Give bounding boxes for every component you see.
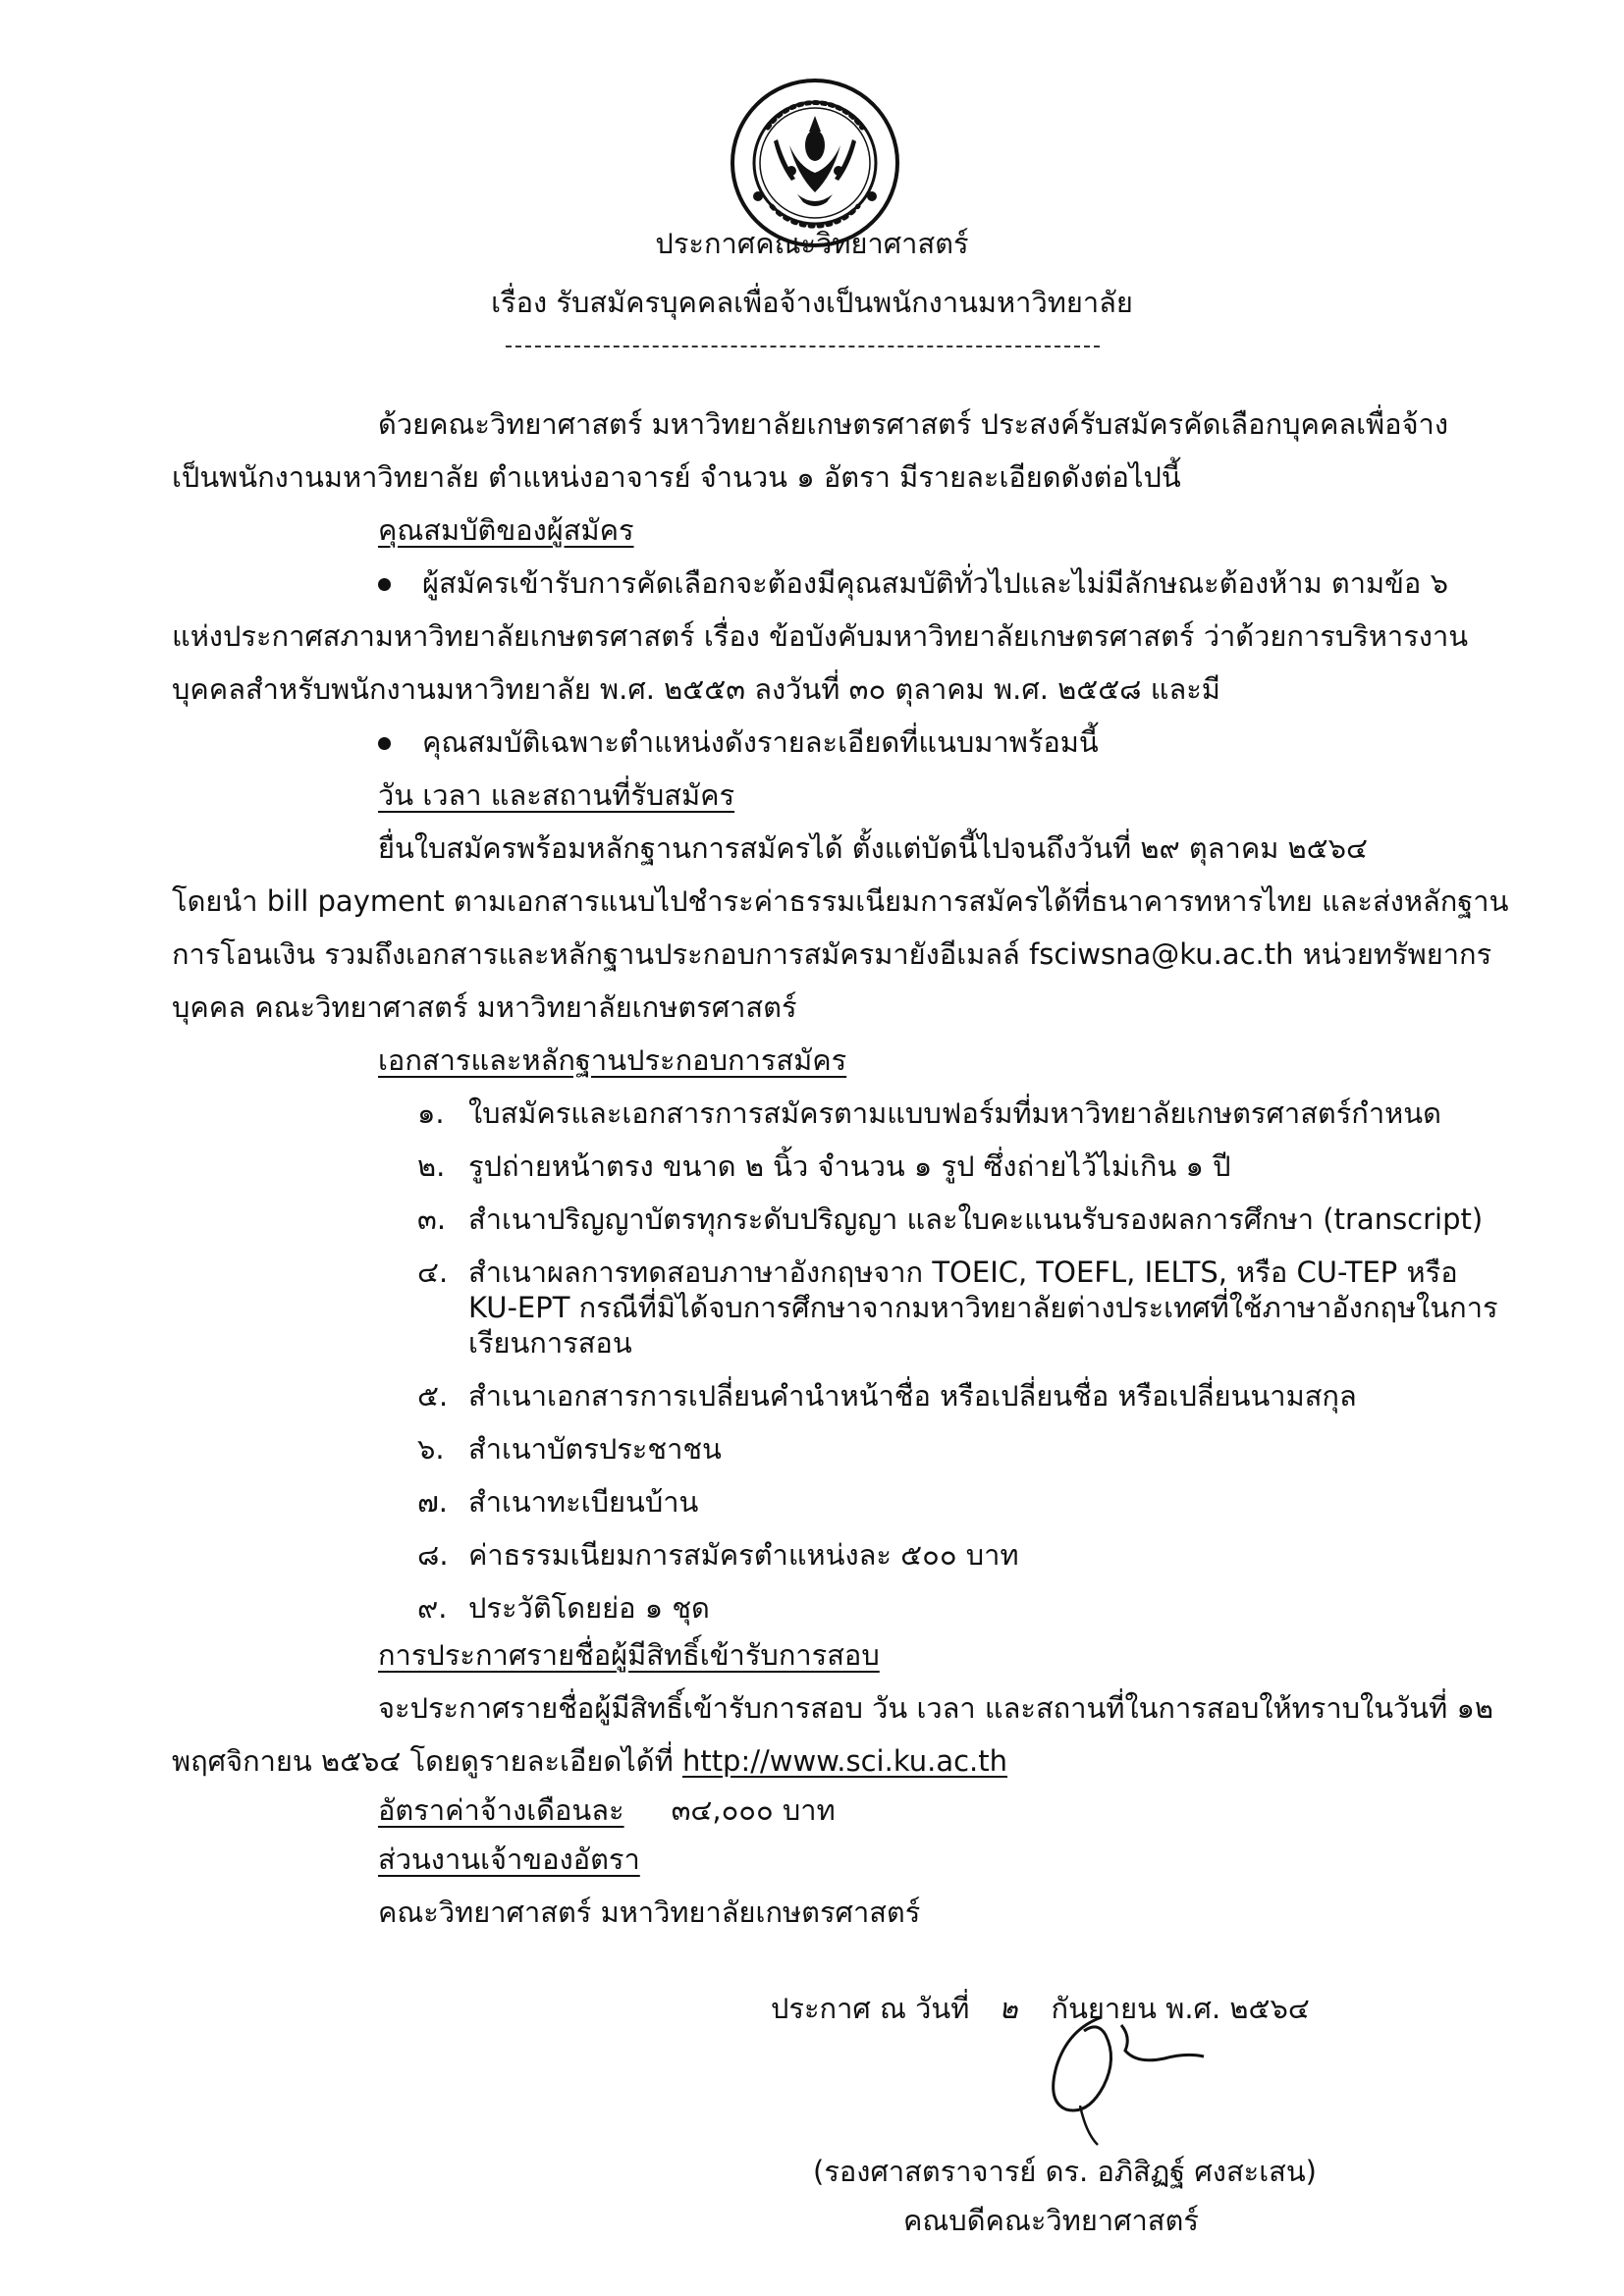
salary-row bbox=[378, 1789, 836, 1832]
document-item: สำเนาบัตรประชาชน bbox=[468, 1432, 722, 1466]
document-item: รูปถ่ายหน้าตรง ขนาด ๒ นิ้ว จำนวน ๑ รูป ซึ่งถ่ายไว้ไม่เกิน ๑ ปี bbox=[468, 1149, 1231, 1183]
document-item-number: ๑. bbox=[417, 1096, 445, 1130]
document-item: ใบสมัครและเอกสารการสมัครตามแบบฟอร์มที่มหาวิทยาลัยเกษตรศาสตร์กำหนด bbox=[468, 1096, 1441, 1130]
document-item: ประวัติโดยย่อ ๑ ชุด bbox=[468, 1591, 710, 1625]
website-link[interactable]: http://www.sci.ku.ac.th bbox=[681, 1744, 1008, 1778]
document-item-number: ๘. bbox=[417, 1538, 449, 1572]
salary-value: ๓๔,๐๐๐ บาท bbox=[671, 1793, 836, 1827]
signatory-position: คณบดีคณะวิทยาศาสตร์ bbox=[903, 2204, 1199, 2237]
intro-line-2: เป็นพนักงานมหาวิทยาลัย ตำแหน่งอาจารย์ จำนวน ๑ อัตรา มีรายละเอียดดังต่อไปนี้ bbox=[172, 460, 1181, 494]
qualification-1-line-2: แห่งประกาศสภามหาวิทยาลัยเกษตรศาสตร์ เรื่อง ข้อบังคับมหาวิทยาลัยเกษตรศาสตร์ ว่าด้วยการบริหารงาน bbox=[172, 619, 1469, 653]
document-item: สำเนาทะเบียนบ้าน bbox=[468, 1485, 699, 1519]
intro-line-1: ด้วยคณะวิทยาศาสตร์ มหาวิทยาลัยเกษตรศาสตร์ ประสงค์รับสมัครคัดเลือกบุคคลเพื่อจ้าง bbox=[378, 407, 1449, 441]
documents-heading: เอกสารและหลักฐานประกอบการสมัคร bbox=[378, 1043, 847, 1077]
qualifications-heading: คุณสมบัติของผู้สมัคร bbox=[378, 513, 634, 547]
qualification-2: คุณสมบัติเฉพาะตำแหน่งดังรายละเอียดที่แนบมาพร้อมนี้ bbox=[422, 725, 1099, 759]
document-title: ประกาศคณะวิทยาศาสตร์ bbox=[655, 227, 969, 260]
document-item: สำเนาเอกสารการเปลี่ยนคำนำหน้าชื่อ หรือเปลี่ยนชื่อ หรือเปลี่ยนนามสกุล bbox=[468, 1379, 1357, 1413]
document-item-number: ๔. bbox=[417, 1255, 449, 1289]
document-item-number: ๒. bbox=[417, 1149, 446, 1183]
document-item: ค่าธรรมเนียมการสมัครตำแหน่งละ ๕๐๐ บาท bbox=[468, 1538, 1019, 1572]
announcement-heading: การประกาศรายชื่อผู้มีสิทธิ์เข้ารับการสอบ bbox=[378, 1638, 880, 1672]
document-item-continued: KU-EPT กรณีที่มิได้จบการศึกษาจากมหาวิทยาลัยต่างประเทศที่ใช้ภาษาอังกฤษในการ bbox=[468, 1291, 1498, 1324]
signature-icon bbox=[1011, 2007, 1218, 2150]
application-line-1: ยื่นใบสมัครพร้อมหลักฐานการสมัครได้ ตั้งแต่บัดนี้ไปจนถึงวันที่ ๒๙ ตุลาคม ๒๕๖๔ bbox=[378, 831, 1368, 865]
owner-heading: ส่วนงานเจ้าของอัตรา bbox=[378, 1842, 640, 1876]
document-item-number: ๕. bbox=[417, 1379, 449, 1413]
document-item-number: ๙. bbox=[417, 1591, 448, 1625]
announcement-line-1: จะประกาศรายชื่อผู้มีสิทธิ์เข้ารับการสอบ วัน เวลา และสถานที่ในการสอบให้ทราบในวันที่ ๑๒ bbox=[378, 1691, 1493, 1725]
signatory-name: (รองศาสตราจารย์ ดร. อภิสิฏฐ์ ศงสะเสน) bbox=[813, 2155, 1317, 2188]
application-line-4: บุคคล คณะวิทยาศาสตร์ มหาวิทยาลัยเกษตรศาสตร์ bbox=[172, 990, 797, 1024]
document-item-number: ๖. bbox=[417, 1432, 445, 1466]
application-line-2: โดยนำ bill payment ตามเอกสารแนบไปชำระค่าธรรมเนียมการสมัครได้ที่ธนาคารทหารไทย และส่งหลักฐาน bbox=[172, 884, 1509, 918]
document-item: สำเนาผลการทดสอบภาษาอังกฤษจาก TOEIC, TOEFL, IELTS, หรือ CU-TEP หรือ bbox=[468, 1255, 1458, 1289]
document-subject: เรื่อง รับสมัครบุคคลเพื่อจ้างเป็นพนักงานมหาวิทยาลัย bbox=[491, 286, 1133, 319]
document-item-number: ๓. bbox=[417, 1202, 447, 1236]
document-item: สำเนาปริญญาบัตรทุกระดับปริญญา และใบคะแนนรับรองผลการศึกษา (transcript) bbox=[468, 1202, 1484, 1236]
qualification-1-line-3: บุคคลสำหรับพนักงานมหาวิทยาลัย พ.ศ. ๒๕๕๓ ลงวันที่ ๓๐ ตุลาคม พ.ศ. ๒๕๕๘ และมี bbox=[172, 672, 1220, 706]
qualification-1-line-1: ผู้สมัครเข้ารับการคัดเลือกจะต้องมีคุณสมบัติทั่วไปและไม่มีลักษณะต้องห้าม ตามข้อ ๖ bbox=[422, 566, 1448, 600]
application-heading: วัน เวลา และสถานที่รับสมัคร bbox=[378, 778, 735, 812]
title-divider bbox=[506, 346, 1100, 347]
date-prefix: ประกาศ ณ วันที่ bbox=[771, 1992, 970, 2025]
document-item-number: ๗. bbox=[417, 1485, 449, 1519]
bullet-icon bbox=[378, 737, 391, 750]
bullet-icon bbox=[378, 578, 391, 591]
date-day: ๒ bbox=[999, 1992, 1018, 2025]
announcement-line-2 bbox=[172, 1739, 1007, 1783]
date-suffix: กันยายน พ.ศ. ๒๕๖๔ bbox=[1051, 1992, 1310, 2025]
application-line-3: การโอนเงิน รวมถึงเอกสารและหลักฐานประกอบการสมัครมายังอีเมลล์ fsciwsna@ku.ac.th หน่วยทรัพยากร bbox=[172, 937, 1492, 971]
owner-text: คณะวิทยาศาสตร์ มหาวิทยาลัยเกษตรศาสตร์ bbox=[378, 1896, 921, 1929]
announcement-line-2-text: พฤศจิกายน ๒๕๖๔ โดยดูรายละเอียดได้ที่ bbox=[172, 1744, 682, 1778]
salary-heading: อัตราค่าจ้างเดือนละ bbox=[378, 1793, 624, 1827]
document-item-continued: เรียนการสอน bbox=[468, 1326, 632, 1360]
